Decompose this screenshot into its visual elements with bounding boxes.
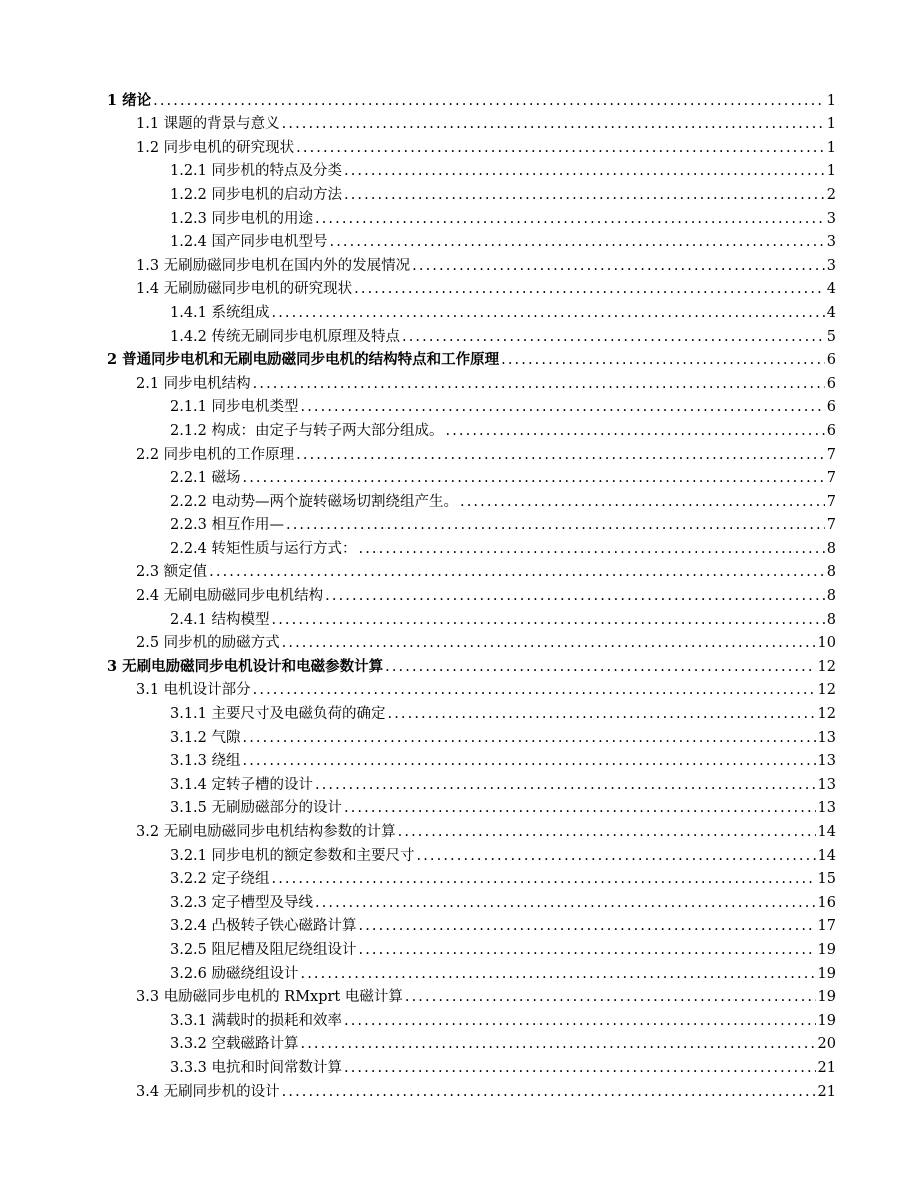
toc-entry-page-number: 8 [826, 611, 836, 628]
toc-entry-level-1[interactable] [0, 652, 920, 676]
toc-entry-title: 3.3.2 空载磁路计算 [170, 1036, 299, 1053]
toc-dot-leader [282, 115, 825, 133]
toc-dot-leader [359, 917, 816, 935]
toc-entry-title: 1.2 同步电机的研究现状 [136, 139, 295, 156]
toc-entry-title: 3 无刷电励磁同步电机设计和电磁参数计算 [107, 657, 384, 675]
toc-entry-title: 2.2 同步电机的工作原理 [136, 446, 295, 463]
toc-entry-page-number: 15 [817, 871, 836, 888]
toc-entry-level-2[interactable] [0, 1077, 920, 1101]
toc-dot-leader [344, 186, 825, 204]
toc-entry-level-2[interactable] [0, 817, 920, 841]
toc-entry-page-number: 7 [826, 517, 836, 534]
toc-entry-level-2[interactable] [0, 369, 920, 393]
toc-entry-level-1[interactable] [0, 346, 920, 370]
toc-entry-page-number: 7 [826, 446, 836, 463]
toc-entry-level-2[interactable] [0, 629, 920, 653]
toc-entry-level-3[interactable] [0, 204, 920, 228]
toc-dot-leader [315, 210, 825, 228]
toc-dot-leader [359, 941, 816, 959]
toc-entry-page-number: 6 [826, 375, 836, 392]
toc-entry-title: 3.2.1 同步电机的额定参数和主要尺寸 [170, 847, 415, 864]
toc-entry-page-number: 14 [817, 847, 836, 864]
toc-entry-level-2[interactable] [0, 983, 920, 1007]
toc-entry-level-3[interactable] [0, 699, 920, 723]
toc-entry-page-number: 19 [817, 965, 836, 982]
toc-entry-level-3[interactable] [0, 322, 920, 346]
toc-entry-title: 1.2.4 国产同步电机型号 [170, 234, 328, 251]
toc-dot-leader [282, 1083, 816, 1101]
toc-entry-page-number: 5 [826, 328, 836, 345]
toc-entry-title: 3.1 电机设计部分 [136, 682, 251, 699]
toc-dot-leader [354, 280, 825, 298]
toc-entry-page-number: 6 [826, 399, 836, 416]
toc-entry-level-3[interactable] [0, 298, 920, 322]
toc-entry-level-2[interactable] [0, 110, 920, 134]
toc-entry-title: 2 普通同步电机和无刷电励磁同步电机的结构特点和工作原理 [107, 351, 500, 369]
toc-entry-title: 2.2.4 转矩性质与运行方式： [170, 540, 357, 557]
toc-entry-page-number: 1 [826, 163, 836, 180]
toc-entry-title: 3.1.5 无刷励磁部分的设计 [170, 800, 343, 817]
toc-dot-leader [243, 729, 816, 747]
toc-entry-page-number: 21 [817, 1059, 836, 1076]
toc-dot-leader [243, 469, 825, 487]
toc-entry-level-3[interactable] [0, 1006, 920, 1030]
toc-dot-leader [460, 493, 825, 511]
toc-entry-level-3[interactable] [0, 487, 920, 511]
toc-dot-leader [272, 870, 816, 888]
toc-dot-leader [388, 705, 816, 723]
toc-entry-title: 3.2.4 凸极转子铁心磁路计算 [170, 918, 357, 935]
toc-dot-leader [153, 92, 825, 110]
toc-dot-leader [330, 233, 825, 251]
toc-entry-page-number: 4 [826, 304, 836, 321]
toc-entry-level-3[interactable] [0, 912, 920, 936]
toc-dot-leader [253, 681, 816, 699]
toc-dot-leader [282, 634, 816, 652]
toc-dot-leader [344, 799, 816, 817]
toc-entry-level-3[interactable] [0, 605, 920, 629]
toc-entry-title: 2.1 同步电机结构 [136, 375, 251, 392]
toc-entry-title: 3.3.1 满载时的损耗和效率 [170, 1012, 343, 1029]
toc-dot-leader [344, 162, 825, 180]
toc-entry-page-number: 6 [826, 352, 836, 369]
toc-dot-leader [402, 328, 825, 346]
toc-entry-title: 2.3 额定值 [136, 564, 208, 581]
toc-entry-title: 1.2.2 同步电机的启动方法 [170, 186, 343, 203]
toc-entry-page-number: 13 [817, 753, 836, 770]
toc-entry-page-number: 3 [826, 210, 836, 227]
toc-entry-level-3[interactable] [0, 770, 920, 794]
toc-entry-level-3[interactable] [0, 888, 920, 912]
toc-entry-page-number: 16 [817, 894, 836, 911]
toc-entry-level-3[interactable] [0, 1053, 920, 1077]
toc-dot-leader [272, 304, 825, 322]
toc-entry-title: 2.2.2 电动势—两个旋转磁场切割绕组产生。 [170, 493, 459, 510]
toc-entry-page-number: 13 [817, 800, 836, 817]
toc-entry-page-number: 13 [817, 776, 836, 793]
toc-entry-title: 2.1.1 同步电机类型 [170, 399, 299, 416]
toc-entry-level-2[interactable] [0, 440, 920, 464]
toc-entry-level-2[interactable] [0, 581, 920, 605]
toc-entry-page-number: 7 [826, 493, 836, 510]
toc-dot-leader [412, 257, 825, 275]
toc-dot-leader [417, 847, 816, 865]
toc-entry-title: 3.2 无刷电励磁同步电机结构参数的计算 [136, 824, 396, 840]
toc-dot-leader [243, 752, 816, 770]
toc-entry-level-3[interactable] [0, 511, 920, 535]
toc-entry-page-number: 7 [826, 470, 836, 487]
toc-entry-page-number: 13 [817, 729, 836, 746]
toc-entry-page-number: 12 [817, 682, 836, 699]
toc-entry-level-3[interactable] [0, 935, 920, 959]
toc-entry-level-1[interactable] [0, 86, 920, 110]
toc-entry-level-3[interactable] [0, 180, 920, 204]
toc-entry-page-number: 21 [817, 1083, 836, 1100]
toc-dot-leader [501, 351, 825, 369]
toc-dot-leader [325, 587, 825, 605]
toc-entry-title: 3.2.6 励磁绕组设计 [170, 965, 299, 982]
toc-entry-title: 3.2.3 定子槽型及导线 [170, 894, 314, 911]
toc-entry-title: 3.1.4 定转子槽的设计 [170, 776, 314, 793]
toc-dot-leader [446, 422, 825, 440]
toc-entry-level-3[interactable] [0, 1030, 920, 1054]
toc-dot-leader [398, 823, 816, 841]
toc-entry-page-number: 12 [817, 658, 836, 675]
toc-entry-page-number: 14 [817, 824, 836, 840]
toc-dot-leader [344, 1059, 816, 1077]
toc-entry-title: 1.4 无刷励磁同步电机的研究现状 [136, 281, 353, 298]
toc-entry-page-number: 20 [817, 1036, 836, 1053]
toc-entry-page-number: 19 [817, 1012, 836, 1029]
toc-entry-title: 2.2.3 相互作用— [170, 517, 285, 534]
toc-entry-level-3[interactable] [0, 747, 920, 771]
toc-entry-title: 3.3 电励磁同步电机的 RMxprt 电磁计算 [136, 989, 403, 1006]
toc-entry-level-2[interactable] [0, 251, 920, 275]
toc-dot-leader [301, 1035, 816, 1053]
toc-entry-level-3[interactable] [0, 534, 920, 558]
toc-entry-level-3[interactable] [0, 157, 920, 181]
toc-dot-leader [286, 516, 825, 534]
toc-dot-leader [296, 139, 825, 157]
toc-entry-level-2[interactable] [0, 133, 920, 157]
toc-entry-page-number: 4 [826, 281, 836, 298]
toc-entry-page-number: 8 [826, 588, 836, 605]
table-of-contents [0, 86, 920, 1101]
toc-dot-leader [315, 894, 816, 912]
toc-entry-page-number: 17 [817, 918, 836, 935]
toc-dot-leader [385, 658, 815, 676]
toc-entry-level-3[interactable] [0, 393, 920, 417]
toc-dot-leader [209, 563, 825, 581]
toc-dot-leader [296, 446, 825, 464]
toc-entry-title: 3.4 无刷同步机的设计 [136, 1083, 280, 1100]
toc-dot-leader [301, 398, 825, 416]
toc-dot-leader [315, 776, 816, 794]
toc-entry-page-number: 1 [826, 139, 836, 156]
toc-dot-leader [253, 375, 825, 393]
toc-entry-title: 1 绪论 [107, 91, 152, 109]
toc-entry-page-number: 2 [826, 186, 836, 203]
toc-entry-level-3[interactable] [0, 416, 920, 440]
toc-entry-page-number: 6 [826, 422, 836, 439]
toc-entry-page-number: 1 [826, 92, 836, 109]
toc-entry-page-number: 10 [817, 635, 836, 652]
toc-entry-page-number: 1 [826, 116, 836, 133]
toc-entry-page-number: 19 [817, 941, 836, 958]
toc-entry-title: 3.1.3 绕组 [170, 753, 241, 770]
toc-entry-page-number: 3 [826, 257, 836, 274]
toc-entry-title: 2.4.1 结构模型 [170, 611, 270, 628]
toc-entry-title: 3.3.3 电抗和时间常数计算 [170, 1059, 343, 1076]
toc-entry-title: 2.4 无刷电励磁同步电机结构 [136, 588, 324, 605]
toc-dot-leader [344, 1012, 816, 1030]
toc-entry-level-3[interactable] [0, 794, 920, 818]
toc-entry-level-3[interactable] [0, 723, 920, 747]
toc-entry-page-number: 8 [826, 564, 836, 581]
toc-entry-page-number: 19 [817, 989, 836, 1006]
toc-entry-title: 1.4.1 系统组成 [170, 304, 270, 321]
toc-entry-level-3[interactable] [0, 865, 920, 889]
toc-entry-title: 3.1.1 主要尺寸及电磁负荷的确定 [170, 706, 386, 723]
toc-entry-page-number: 8 [826, 540, 836, 557]
toc-entry-level-3[interactable] [0, 841, 920, 865]
toc-entry-title: 1.4.2 传统无刷同步电机原理及特点 [170, 328, 401, 345]
toc-entry-page-number: 12 [817, 706, 836, 723]
toc-entry-level-3[interactable] [0, 228, 920, 252]
toc-entry-title: 1.2.3 同步电机的用途 [170, 210, 314, 227]
toc-entry-title: 1.2.1 同步机的特点及分类 [170, 163, 343, 180]
toc-entry-title: 3.1.2 气隙 [170, 729, 241, 746]
toc-entry-level-3[interactable] [0, 959, 920, 983]
toc-entry-level-2[interactable] [0, 676, 920, 700]
toc-entry-title: 3.2.5 阻尼槽及阻尼绕组设计 [170, 941, 357, 958]
toc-entry-level-2[interactable] [0, 558, 920, 582]
toc-entry-level-2[interactable] [0, 275, 920, 299]
toc-dot-leader [272, 611, 825, 629]
toc-entry-title: 2.1.2 构成：由定子与转子两大部分组成。 [170, 422, 444, 439]
toc-entry-title: 1.1 课题的背景与意义 [136, 116, 280, 133]
toc-dot-leader [301, 965, 816, 983]
toc-dot-leader [405, 988, 816, 1006]
toc-dot-leader [359, 540, 825, 558]
toc-entry-title: 2.2.1 磁场 [170, 470, 241, 487]
toc-entry-title: 1.3 无刷励磁同步电机在国内外的发展情况 [136, 257, 411, 274]
toc-entry-title: 2.5 同步机的励磁方式 [136, 635, 280, 652]
toc-entry-page-number: 3 [826, 234, 836, 251]
toc-entry-title: 3.2.2 定子绕组 [170, 871, 270, 888]
toc-entry-level-3[interactable] [0, 464, 920, 488]
